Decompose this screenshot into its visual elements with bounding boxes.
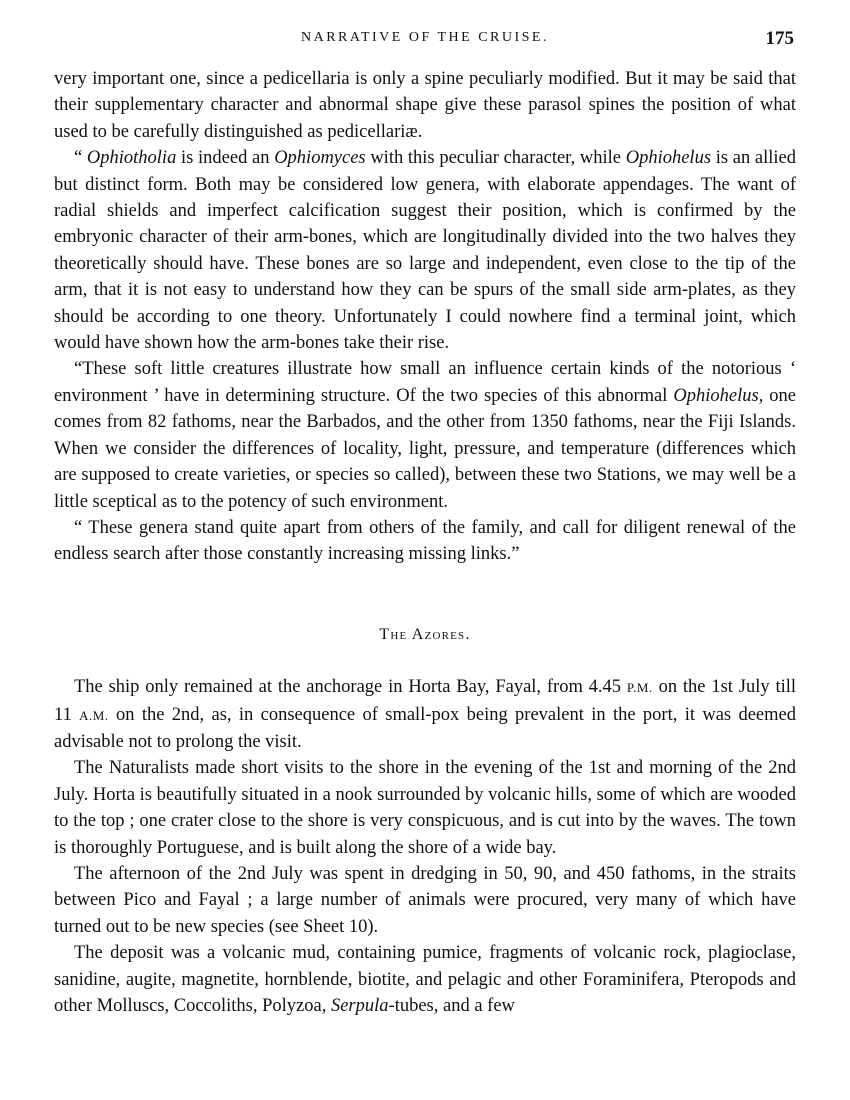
paragraph-5-text-a: The ship only remained at the anchorage in Horta Bay, Fayal, from 4.45 bbox=[74, 677, 627, 698]
genus-ophiomyces: Ophiomyces bbox=[274, 148, 366, 169]
paragraph-7-text: The afternoon of the 2nd July was spent in dredging in 50, 90, and 450 fathoms, in the straits between Pico and Fayal ; a large number of animals were procured, very many of which have turned out to be new species (see Sheet 10). bbox=[54, 863, 796, 937]
genus-ophiohelus: Ophiohelus bbox=[625, 148, 712, 169]
paragraph-6 bbox=[54, 755, 796, 861]
running-title: NARRATIVE OF THE CRUISE. bbox=[301, 30, 549, 45]
paragraph-4-text: “ These genera stand quite apart from others of the family, and call for diligent renewal of the endless search after those constantly increasing missing links.” bbox=[54, 517, 796, 565]
paragraph-6-text: The Naturalists made short visits to the shore in the evening of the 1st and morning of the 2nd July. Horta is beautifully situated in a nook surrounded by volcanic hills, some of which are wooded to the top ; one crater close to the shore is very conspicuous, and is cut into by the waves. The town is thoroughly Portuguese, and is built along the shore of a wide bay. bbox=[54, 758, 796, 858]
paragraph-8-text-b: -tubes, and a few bbox=[388, 996, 515, 1016]
paragraph-5 bbox=[54, 674, 796, 755]
genus-ophiohelus-2: Ophiohelus bbox=[673, 385, 759, 406]
paragraph-3 bbox=[54, 356, 796, 514]
page-number: 175 bbox=[765, 28, 794, 49]
running-head bbox=[0, 28, 850, 52]
paragraph-8-text-a: The deposit was a volcanic mud, containing pumice, fragments of volcanic rock, plagioclase, sanidine, augite, magnetite, hornblende, biotite, and pelagic and other Foraminifera, Pteropods and other Molluscs, Coccoliths, Polyzoa, bbox=[54, 943, 796, 1016]
section-heading: The Azores. bbox=[379, 625, 471, 643]
paragraph-2 bbox=[54, 145, 796, 356]
section-gap bbox=[54, 568, 796, 622]
genus-ophiotholia: Ophiotholia bbox=[86, 148, 177, 169]
time-pm: P.M. bbox=[626, 680, 653, 696]
body-text bbox=[54, 66, 796, 1019]
paragraph-7 bbox=[54, 861, 796, 940]
paragraph-1 bbox=[54, 66, 796, 145]
paragraph-2-text-b: with this peculiar character, while bbox=[365, 148, 626, 169]
paragraph-2-text-a: is indeed an bbox=[176, 148, 275, 169]
time-am: A.M. bbox=[79, 707, 109, 723]
paragraph-5-text-b: on the 1st July till 11 bbox=[54, 677, 796, 725]
open-quote: “ bbox=[74, 148, 87, 169]
paragraph-2-text-c: is an allied but distinct form. Both may be considered low genera, with elaborate appendages. The want of radial shields and imperfect calcification suggest their position, which is confirmed by the embryonic character of their arm-bones, which are longitudinally divided into the two halves they theoretically should have. These bones are so large and independent, even close to the tip of the arm, that it is not easy to understand how they can be spurs of the small side arm-plates, as they should be according to one theory. Unfortunately I could nowhere find a terminal joint, which would have shown how the arm-bones take their rise. bbox=[54, 148, 796, 354]
paragraph-4 bbox=[54, 515, 796, 568]
paragraph-5-text-c: on the 2nd, as, in consequence of small-pox being prevalent in the port, it was deemed advisable not to prolong the visit. bbox=[54, 704, 796, 752]
paragraph-1-text: very important one, since a pedicellaria is only a spine peculiarly modified. But it may be said that their supplementary character and abnormal shape give these parasol spines the position of what used to be carefully distinguished as pedicellariæ. bbox=[54, 69, 796, 142]
paragraph-3-text-a: “These soft little creatures illustrate how small an influence certain kinds of the notorious ‘ environment ’ have in determining structure. Of the two species of this abnormal bbox=[54, 359, 796, 406]
paragraph-8 bbox=[54, 940, 796, 1019]
genus-serpula: Serpula bbox=[330, 996, 389, 1016]
paragraph-3-text-b: , one comes from 82 fathoms, near the Barbados, and the other from 1350 fathoms, near the Fiji Islands. When we consider the differences of locality, light, pressure, and temperature (differences which are supposed to create varieties, or species so called), between these two Stations, we may well be a little sceptical as to the potency of such environment. bbox=[54, 385, 797, 512]
